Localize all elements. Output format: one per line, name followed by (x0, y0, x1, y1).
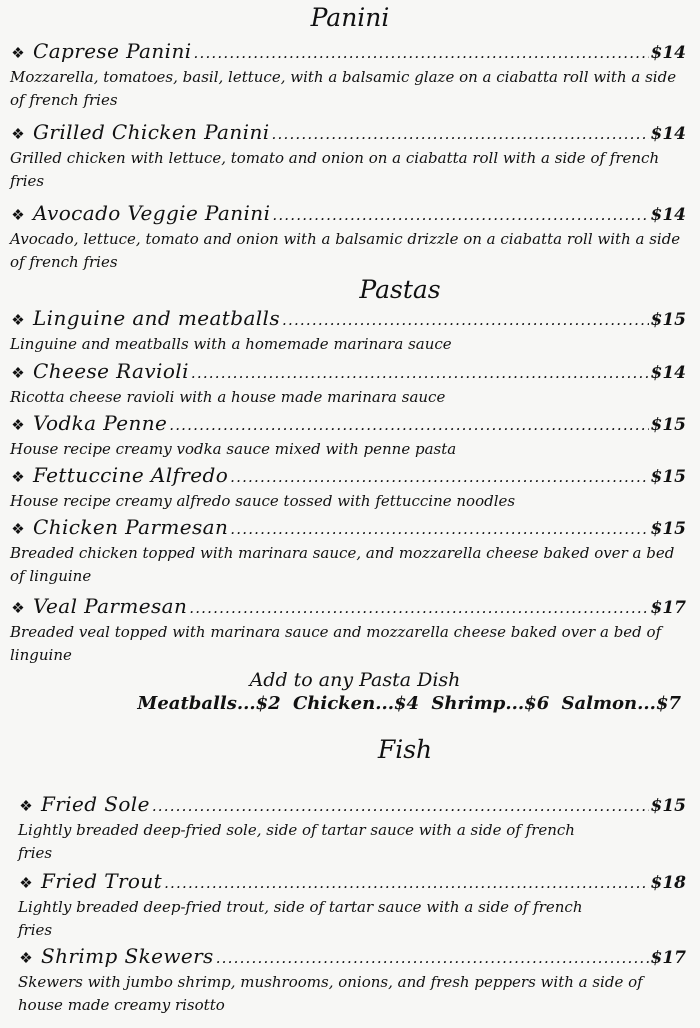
addon-item: Meatballs...$2 (137, 693, 281, 714)
menu-item (10, 201, 686, 274)
item-description: House recipe creamy vodka sauce mixed with penne pasta (10, 440, 457, 458)
item-name: Fettuccine Alfredo (33, 463, 229, 487)
menu-item (10, 306, 686, 356)
addon-item: Shrimp...$6 (431, 693, 550, 714)
addon-title: Add to any Pasta Dish (249, 669, 461, 691)
item-description: Ricotta cheese ravioli with a house made marinara sauce (10, 388, 446, 406)
item-price: $14 (650, 124, 686, 144)
section-title-fish: Fish (377, 735, 433, 764)
menu-item (10, 39, 686, 112)
bullet-icon: ❖ (11, 468, 25, 486)
menu-item (10, 359, 686, 409)
item-price: $17 (650, 948, 686, 968)
menu-item (10, 515, 686, 588)
bullet-icon: ❖ (11, 416, 25, 434)
item-name: Fried Trout (41, 869, 163, 893)
bullet-icon: ❖ (11, 599, 25, 617)
addon-item: Chicken...$4 (292, 693, 420, 714)
leader-dots (194, 41, 649, 65)
item-description: Breaded chicken topped with marinara sauce, and mozzarella cheese baked over a bed of linguine (10, 544, 675, 585)
item-name: Avocado Veggie Panini (33, 201, 271, 225)
menu-item (18, 869, 686, 942)
item-description: Breaded veal topped with marinara sauce and mozzarella cheese baked over a bed of linguine (10, 623, 662, 664)
menu-item (10, 463, 686, 513)
item-description: Linguine and meatballs with a homemade marinara sauce (10, 335, 452, 353)
menu-item (10, 594, 686, 667)
bullet-icon: ❖ (11, 206, 25, 224)
item-price: $15 (650, 796, 686, 816)
item-description: Mozzarella, tomatoes, basil, lettuce, with a balsamic glaze on a ciabatta roll with a side of french fries (10, 68, 677, 109)
leader-dots (216, 946, 649, 970)
bullet-icon: ❖ (11, 44, 25, 62)
addon-list (0, 691, 695, 717)
menu-item (18, 944, 686, 1017)
item-description: Skewers with jumbo shrimp, mushrooms, onions, and fresh peppers with a side of house made creamy risotto (18, 973, 643, 1014)
menu-item (10, 411, 686, 461)
item-price: $17 (650, 598, 686, 618)
item-name: Shrimp Skewers (41, 944, 214, 968)
item-name: Cheese Ravioli (33, 359, 189, 383)
leader-dots (169, 413, 648, 437)
item-name: Grilled Chicken Panini (33, 120, 270, 144)
item-price: $15 (650, 519, 686, 539)
bullet-icon: ❖ (11, 125, 25, 143)
item-description: House recipe creamy alfredo sauce tossed with fettuccine noodles (10, 492, 516, 510)
leader-dots (230, 465, 648, 489)
item-name: Fried Sole (41, 792, 150, 816)
item-price: $14 (650, 43, 686, 63)
leader-dots (282, 308, 648, 332)
item-name: Vodka Penne (33, 411, 168, 435)
item-description: Lightly breaded deep-fried trout, side of tartar sauce with a side of french fries (18, 898, 583, 939)
item-name: Caprese Panini (33, 39, 192, 63)
bullet-icon: ❖ (19, 797, 33, 815)
item-name: Veal Parmesan (33, 594, 188, 618)
menu-item (18, 792, 686, 865)
section-title-panini: Panini (310, 3, 390, 32)
leader-dots (272, 203, 648, 227)
bullet-icon: ❖ (11, 364, 25, 382)
item-price: $15 (650, 415, 686, 435)
leader-dots (191, 361, 649, 385)
item-price: $15 (650, 310, 686, 330)
leader-dots (272, 122, 649, 146)
leader-dots (152, 794, 649, 818)
item-price: $15 (650, 467, 686, 487)
leader-dots (164, 871, 648, 895)
item-description: Avocado, lettuce, tomato and onion with a balsamic drizzle on a ciabatta roll with a side of french fries (10, 230, 681, 271)
menu-item (10, 120, 686, 193)
item-description: Grilled chicken with lettuce, tomato and onion on a ciabatta roll with a side of french fries (10, 149, 660, 190)
item-description: Lightly breaded deep-fried sole, side of tartar sauce with a side of french fries (18, 821, 575, 862)
bullet-icon: ❖ (19, 949, 33, 967)
item-price: $14 (650, 363, 686, 383)
bullet-icon: ❖ (11, 311, 25, 329)
leader-dots (189, 596, 648, 620)
leader-dots (230, 517, 648, 541)
item-price: $14 (650, 205, 686, 225)
bullet-icon: ❖ (19, 874, 33, 892)
section-title-pastas: Pastas (359, 275, 441, 304)
item-name: Linguine and meatballs (33, 306, 281, 330)
item-price: $18 (650, 873, 686, 893)
addon-item: Salmon...$7 (561, 693, 681, 714)
bullet-icon: ❖ (11, 520, 25, 538)
item-name: Chicken Parmesan (33, 515, 229, 539)
